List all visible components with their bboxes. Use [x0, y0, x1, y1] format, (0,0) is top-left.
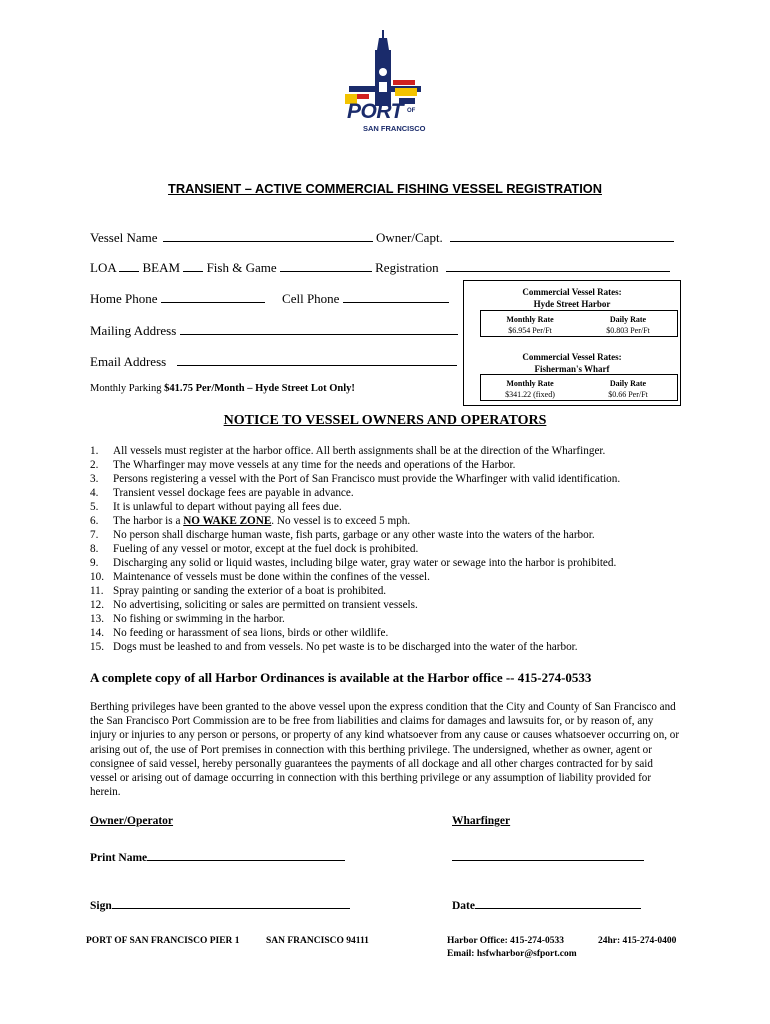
wharfinger-name-field[interactable]	[452, 848, 644, 861]
liability-paragraph: Berthing privileges have been granted to the above vessel upon the express condition that the City and County of San Francisco and the San Francisco Port Commission are to be free from liabilities and claims for damages and lawsuits for, or by reason of, any injury or injuries to any person or persons, or property of any kind whatsoever from any cause or causes whatsoever occurring on, or arising out of, the use of Port premises in connection with this berthing privilege. The undersigned, whether as owner, agent or consignee of said vessel, hereby personally guarantees the payments of all dockage and all other charges contracted for by said vessel or arising out of damage occurring in connection with this berthing privilege or any assumption of liability provided for herein.	[90, 701, 680, 799]
sign-row	[90, 896, 350, 912]
logo-port-word: PORT	[347, 100, 403, 123]
hyde-title-line-1: Commercial Vessel Rates:	[522, 287, 622, 297]
hyde-rates-title	[464, 286, 680, 310]
notice-item: 8. Fueling of any vessel or motor, except at the fuel dock is prohibited.	[90, 543, 419, 555]
notice-item: 10. Maintenance of vessels must be done within the confines of the vessel.	[90, 571, 430, 583]
no-wake-zone-emphasis: NO WAKE ZONE	[183, 515, 272, 527]
date-field[interactable]	[475, 896, 641, 909]
wharf-daily-col	[579, 378, 677, 400]
phone-row	[90, 290, 449, 307]
home-phone-label: Home Phone	[90, 291, 158, 306]
home-phone-field[interactable]	[161, 290, 265, 303]
beam-field[interactable]	[183, 259, 203, 272]
fish-game-label: Fish & Game	[206, 260, 277, 275]
email-label: Email Address	[90, 354, 167, 369]
mailing-row	[90, 322, 458, 339]
hyde-daily-value: $0.803 Per/Ft	[606, 326, 650, 335]
vessel-name-row	[90, 229, 674, 246]
page-title: TRANSIENT – ACTIVE COMMERCIAL FISHING VESSEL REGISTRATION	[168, 181, 602, 196]
rates-box	[463, 280, 681, 406]
hyde-rate-table	[480, 310, 678, 337]
wharf-rate-table	[480, 374, 678, 401]
hyde-title-line-2: Hyde Street Harbor	[533, 299, 611, 309]
wharf-rates-title	[464, 351, 680, 375]
loa-field[interactable]	[119, 259, 139, 272]
notice-item: 11. Spray painting or sanding the exterior of a boat is prohibited.	[90, 585, 387, 597]
sign-label: Sign	[90, 900, 112, 912]
notice-item: 3. Persons registering a vessel with the Port of San Francisco must provide the Wharfinger with valid identification.	[90, 473, 621, 485]
owner-operator-heading: Owner/Operator	[90, 815, 174, 827]
parking-line	[90, 383, 355, 394]
mailing-address-label: Mailing Address	[90, 323, 177, 338]
print-name-field[interactable]	[147, 848, 345, 861]
hyde-daily-label: Daily Rate	[609, 315, 647, 324]
wharfinger-heading: Wharfinger	[452, 815, 511, 827]
notice-item: 14. No feeding or harassment of sea lions, birds or other wildlife.	[90, 627, 389, 639]
parking-value: $41.75 Per/Month – Hyde Street Lot Only!	[164, 383, 355, 394]
logo-city-word: SAN FRANCISCO	[363, 124, 426, 133]
notice-item: 9. Discharging any solid or liquid wastes, including bilge water, gray water or sewage into the harbor is prohibited.	[90, 557, 617, 569]
wharf-monthly-value: $341.22 (fixed)	[505, 390, 555, 399]
notice-item: 2. The Wharfinger may move vessels at any time for the needs and operations of the Harbor.	[90, 459, 516, 471]
cell-phone-label: Cell Phone	[282, 291, 340, 306]
owner-field[interactable]	[450, 229, 674, 242]
footer-port-pier: PORT OF SAN FRANCISCO PIER 1	[86, 936, 240, 946]
vessel-name-label: Vessel Name	[90, 230, 158, 245]
wharfinger-name-row	[452, 848, 644, 864]
wharf-monthly-label: Monthly Rate	[506, 379, 554, 388]
hyde-monthly-col	[481, 314, 579, 336]
print-name-row	[90, 848, 345, 864]
footer-email: Email: hsfwharbor@sfport.com	[447, 949, 577, 959]
owner-label: Owner/Capt.	[376, 230, 443, 245]
ordinances-line: A complete copy of all Harbor Ordinances is available at the Harbor office -- 415-274-0533	[90, 670, 592, 685]
vessel-name-field[interactable]	[163, 229, 373, 242]
hyde-daily-col	[579, 314, 677, 336]
hyde-monthly-label: Monthly Rate	[506, 315, 554, 324]
registration-label: Registration	[375, 260, 439, 275]
beam-label: BEAM	[142, 260, 181, 275]
notice-item: 7. No person shall discharge human waste, fish parts, garbage or any other waste into the waters of the harbor.	[90, 529, 595, 541]
loa-row	[90, 259, 670, 276]
footer-harbor-office: Harbor Office: 415-274-0533	[447, 936, 564, 946]
notice-item: 5. It is unlawful to depart without paying all fees due.	[90, 501, 342, 513]
notice-list	[90, 444, 620, 654]
registration-field[interactable]	[446, 259, 670, 272]
notice-item: 4. Transient vessel dockage fees are payable in advance.	[90, 487, 354, 499]
wharf-title-line-2: Fisherman's Wharf	[534, 364, 610, 374]
notice-item: 12. No advertising, soliciting or sales are permitted on transient vessels.	[90, 599, 418, 611]
print-name-label: Print Name	[90, 852, 148, 864]
cell-phone-field[interactable]	[343, 290, 449, 303]
notice-item: 6. The harbor is a NO WAKE ZONE. No vessel is to exceed 5 mph.	[90, 515, 411, 527]
footer-city-zip: SAN FRANCISCO 94111	[266, 936, 369, 946]
mailing-address-field[interactable]	[180, 322, 458, 335]
footer-hotline: 24hr: 415-274-0400	[598, 936, 677, 946]
wharf-monthly-col	[481, 378, 579, 400]
hyde-monthly-value: $6.954 Per/Ft	[508, 326, 552, 335]
email-field[interactable]	[177, 353, 457, 366]
wharf-title-line-1: Commercial Vessel Rates:	[522, 352, 622, 362]
wharf-daily-label: Daily Rate	[609, 379, 647, 388]
port-logo	[335, 28, 435, 138]
sign-field[interactable]	[112, 896, 350, 909]
logo-of-word: OF	[407, 108, 416, 114]
parking-prefix: Monthly Parking	[90, 383, 162, 394]
date-label: Date	[452, 900, 475, 912]
notice-item: 15. Dogs must be leashed to and from vessels. No pet waste is to be discharged into the water of the harbor.	[90, 641, 578, 653]
notice-heading: NOTICE TO VESSEL OWNERS AND OPERATORS	[223, 413, 547, 428]
fish-game-field[interactable]	[280, 259, 372, 272]
wharf-daily-value: $0.66 Per/Ft	[608, 390, 648, 399]
notice-item: 13. No fishing or swimming in the harbor.	[90, 613, 285, 625]
email-row	[90, 353, 457, 370]
loa-label: LOA	[90, 260, 116, 275]
notice-item: 1. All vessels must register at the harbor office. All berth assignments shall be at the direction of the Wharfinger.	[90, 445, 606, 457]
date-row	[452, 896, 641, 912]
